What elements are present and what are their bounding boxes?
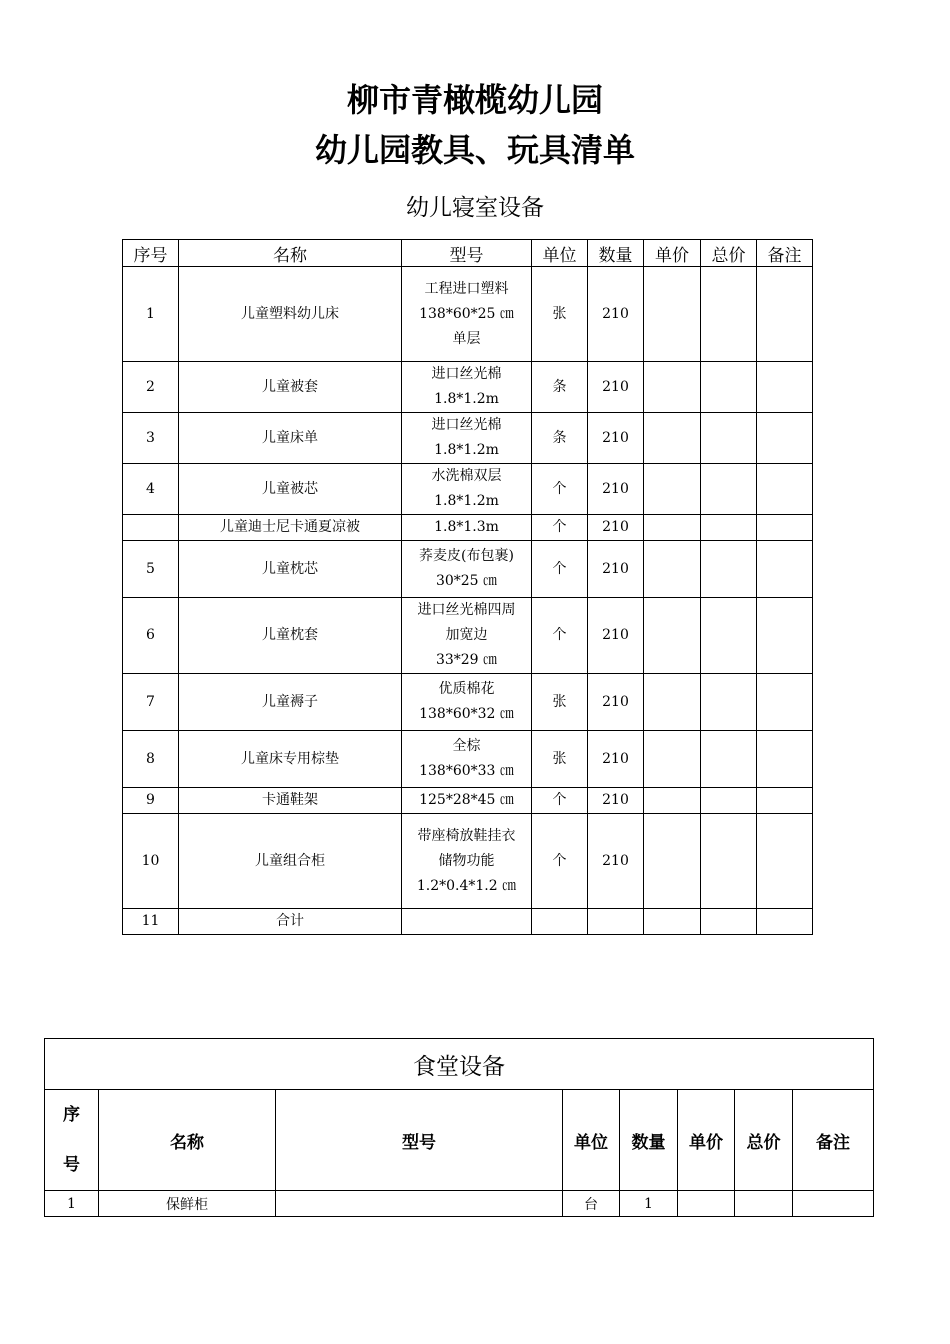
row-total-price — [701, 541, 757, 598]
row-remarks — [757, 464, 813, 515]
row-name: 卡通鞋架 — [179, 788, 402, 814]
document-title: 幼儿园教具、玩具清单 — [314, 131, 635, 169]
row-no: 9 — [123, 788, 179, 814]
row-unit-price — [644, 788, 701, 814]
header-remarks: 备注 — [757, 240, 813, 267]
model-line: 1.2*0.4*1.2 ㎝ — [416, 877, 517, 894]
row-no: 5 — [123, 541, 179, 598]
dorm-header-row — [123, 240, 813, 267]
row-unit: 台 — [563, 1191, 620, 1217]
model-line: 138*60*25 ㎝ — [419, 305, 514, 322]
row-unit-price — [644, 362, 701, 413]
row-name: 保鲜柜 — [99, 1191, 276, 1217]
model-line: 1.8*1.2m — [434, 442, 499, 458]
row-unit: 条 — [532, 362, 588, 413]
model-line: 进口丝光棉四周 — [417, 602, 516, 618]
row-name: 儿童被芯 — [179, 464, 402, 515]
row-unit-price — [644, 814, 701, 909]
row-qty: 210 — [588, 362, 644, 413]
row-unit: 个 — [532, 515, 588, 541]
row-remarks — [757, 788, 813, 814]
model-line: 加宽边 — [445, 627, 488, 643]
canteen-section-title: 食堂设备 — [45, 1039, 874, 1090]
row-remarks — [757, 267, 813, 362]
table-row — [123, 541, 813, 598]
header-name: 名称 — [179, 240, 402, 267]
row-qty: 210 — [588, 541, 644, 598]
row-remarks — [757, 909, 813, 935]
header-unit: 单位 — [563, 1090, 620, 1191]
row-no — [123, 515, 179, 541]
row-qty: 210 — [588, 788, 644, 814]
row-qty: 1 — [620, 1191, 678, 1217]
model-line: 优质棉花 — [438, 681, 495, 697]
header-total-price: 总价 — [701, 240, 757, 267]
row-unit — [532, 909, 588, 935]
row-no: 6 — [123, 598, 179, 674]
row-no: 1 — [45, 1191, 99, 1217]
row-no: 1 — [123, 267, 179, 362]
row-model — [402, 674, 532, 731]
model-line: 储物功能 — [438, 852, 495, 869]
row-model — [402, 598, 532, 674]
row-qty: 210 — [588, 598, 644, 674]
table-row — [123, 731, 813, 788]
row-unit-price — [644, 267, 701, 362]
row-qty — [588, 909, 644, 935]
row-name: 儿童迪士尼卡通夏凉被 — [179, 515, 402, 541]
row-unit: 个 — [532, 814, 588, 909]
row-qty: 210 — [588, 267, 644, 362]
row-total-price — [735, 1191, 793, 1217]
row-unit-price — [678, 1191, 735, 1217]
canteen-header-row — [45, 1090, 874, 1191]
model-line: 单层 — [452, 330, 481, 347]
row-no: 2 — [123, 362, 179, 413]
row-total-price — [701, 515, 757, 541]
header-unit-price: 单价 — [678, 1090, 735, 1191]
table-row — [123, 413, 813, 464]
row-no: 10 — [123, 814, 179, 909]
row-unit: 个 — [532, 788, 588, 814]
header-unit: 单位 — [532, 240, 588, 267]
row-name: 儿童塑料幼儿床 — [179, 267, 402, 362]
row-unit: 张 — [532, 674, 588, 731]
row-unit: 个 — [532, 464, 588, 515]
row-unit: 张 — [532, 731, 588, 788]
row-unit: 个 — [532, 541, 588, 598]
row-model — [402, 541, 532, 598]
row-remarks — [757, 541, 813, 598]
canteen-title-row — [45, 1039, 874, 1090]
row-remarks — [757, 515, 813, 541]
row-unit-price — [644, 541, 701, 598]
table-row — [123, 788, 813, 814]
row-total-price — [701, 413, 757, 464]
table-row — [123, 814, 813, 909]
row-unit: 个 — [532, 598, 588, 674]
school-name: 柳市青橄榄幼儿园 — [346, 81, 603, 119]
dorm-section-title: 幼儿寝室设备 — [406, 195, 544, 221]
model-line: 进口丝光棉 — [431, 366, 502, 382]
row-no: 4 — [123, 464, 179, 515]
model-line: 带座椅放鞋挂衣 — [417, 827, 516, 844]
model-line: 1.8*1.3m — [434, 519, 499, 535]
header-remarks: 备注 — [793, 1090, 874, 1191]
row-model — [402, 731, 532, 788]
row-no: 7 — [123, 674, 179, 731]
header-no: 序号 — [123, 240, 179, 267]
row-total-price — [701, 362, 757, 413]
model-line: 1.8*1.2m — [434, 391, 499, 407]
row-model — [402, 909, 532, 935]
dorm-equipment-table — [122, 239, 813, 935]
model-line: 30*25 ㎝ — [435, 573, 498, 589]
row-model — [402, 814, 532, 909]
header-model: 型号 — [402, 240, 532, 267]
row-qty: 210 — [588, 814, 644, 909]
row-remarks — [757, 731, 813, 788]
header-qty: 数量 — [588, 240, 644, 267]
row-unit-price — [644, 598, 701, 674]
row-qty: 210 — [588, 413, 644, 464]
model-line: 138*60*32 ㎝ — [419, 706, 514, 722]
row-qty: 210 — [588, 731, 644, 788]
row-model — [402, 515, 532, 541]
row-name: 合计 — [179, 909, 402, 935]
table-row — [123, 674, 813, 731]
canteen-equipment-table — [44, 1038, 874, 1217]
header-name: 名称 — [99, 1090, 276, 1191]
row-remarks — [757, 413, 813, 464]
row-qty: 210 — [588, 464, 644, 515]
row-unit: 张 — [532, 267, 588, 362]
row-name: 儿童枕芯 — [179, 541, 402, 598]
row-remarks — [757, 674, 813, 731]
row-name: 儿童床专用棕垫 — [179, 731, 402, 788]
row-total-price — [701, 814, 757, 909]
model-line: 125*28*45 ㎝ — [419, 792, 514, 808]
row-unit-price — [644, 515, 701, 541]
table-row — [123, 515, 813, 541]
header-no — [45, 1090, 99, 1191]
row-unit-price — [644, 731, 701, 788]
model-line: 138*60*33 ㎝ — [419, 763, 514, 779]
row-name: 儿童褥子 — [179, 674, 402, 731]
row-name: 儿童床单 — [179, 413, 402, 464]
row-unit-price — [644, 413, 701, 464]
row-no: 3 — [123, 413, 179, 464]
model-line: 水洗棉双层 — [431, 468, 502, 484]
row-remarks — [757, 814, 813, 909]
model-line: 33*29 ㎝ — [435, 652, 498, 668]
row-total-price — [701, 674, 757, 731]
header-unit-price: 单价 — [644, 240, 701, 267]
header-model: 型号 — [276, 1090, 563, 1191]
row-model — [276, 1191, 563, 1217]
model-line: 荞麦皮(布包裹) — [419, 548, 514, 564]
row-model — [402, 267, 532, 362]
row-unit-price — [644, 464, 701, 515]
row-total-price — [701, 731, 757, 788]
row-no: 11 — [123, 909, 179, 935]
table-row — [123, 267, 813, 362]
row-remarks — [757, 598, 813, 674]
row-total-price — [701, 909, 757, 935]
row-total-price — [701, 598, 757, 674]
row-qty: 210 — [588, 515, 644, 541]
row-name: 儿童被套 — [179, 362, 402, 413]
row-total-price — [701, 788, 757, 814]
header-qty: 数量 — [620, 1090, 678, 1191]
header-no-text: 序号 — [63, 1105, 80, 1175]
row-unit-price — [644, 674, 701, 731]
row-remarks — [793, 1191, 874, 1217]
table-row — [123, 598, 813, 674]
model-line: 全棕 — [452, 738, 481, 754]
row-model — [402, 464, 532, 515]
row-unit-price — [644, 909, 701, 935]
row-remarks — [757, 362, 813, 413]
table-row — [123, 909, 813, 935]
table-row — [123, 464, 813, 515]
header-total-price: 总价 — [735, 1090, 793, 1191]
row-name: 儿童组合柜 — [179, 814, 402, 909]
row-model — [402, 788, 532, 814]
table-row — [45, 1191, 874, 1217]
row-model — [402, 362, 532, 413]
row-qty: 210 — [588, 674, 644, 731]
table-row — [123, 362, 813, 413]
model-line: 1.8*1.2m — [434, 493, 499, 509]
model-line: 进口丝光棉 — [431, 417, 502, 433]
row-model — [402, 413, 532, 464]
row-total-price — [701, 464, 757, 515]
row-name: 儿童枕套 — [179, 598, 402, 674]
model-line: 工程进口塑料 — [424, 280, 509, 297]
row-unit: 条 — [532, 413, 588, 464]
row-total-price — [701, 267, 757, 362]
row-no: 8 — [123, 731, 179, 788]
